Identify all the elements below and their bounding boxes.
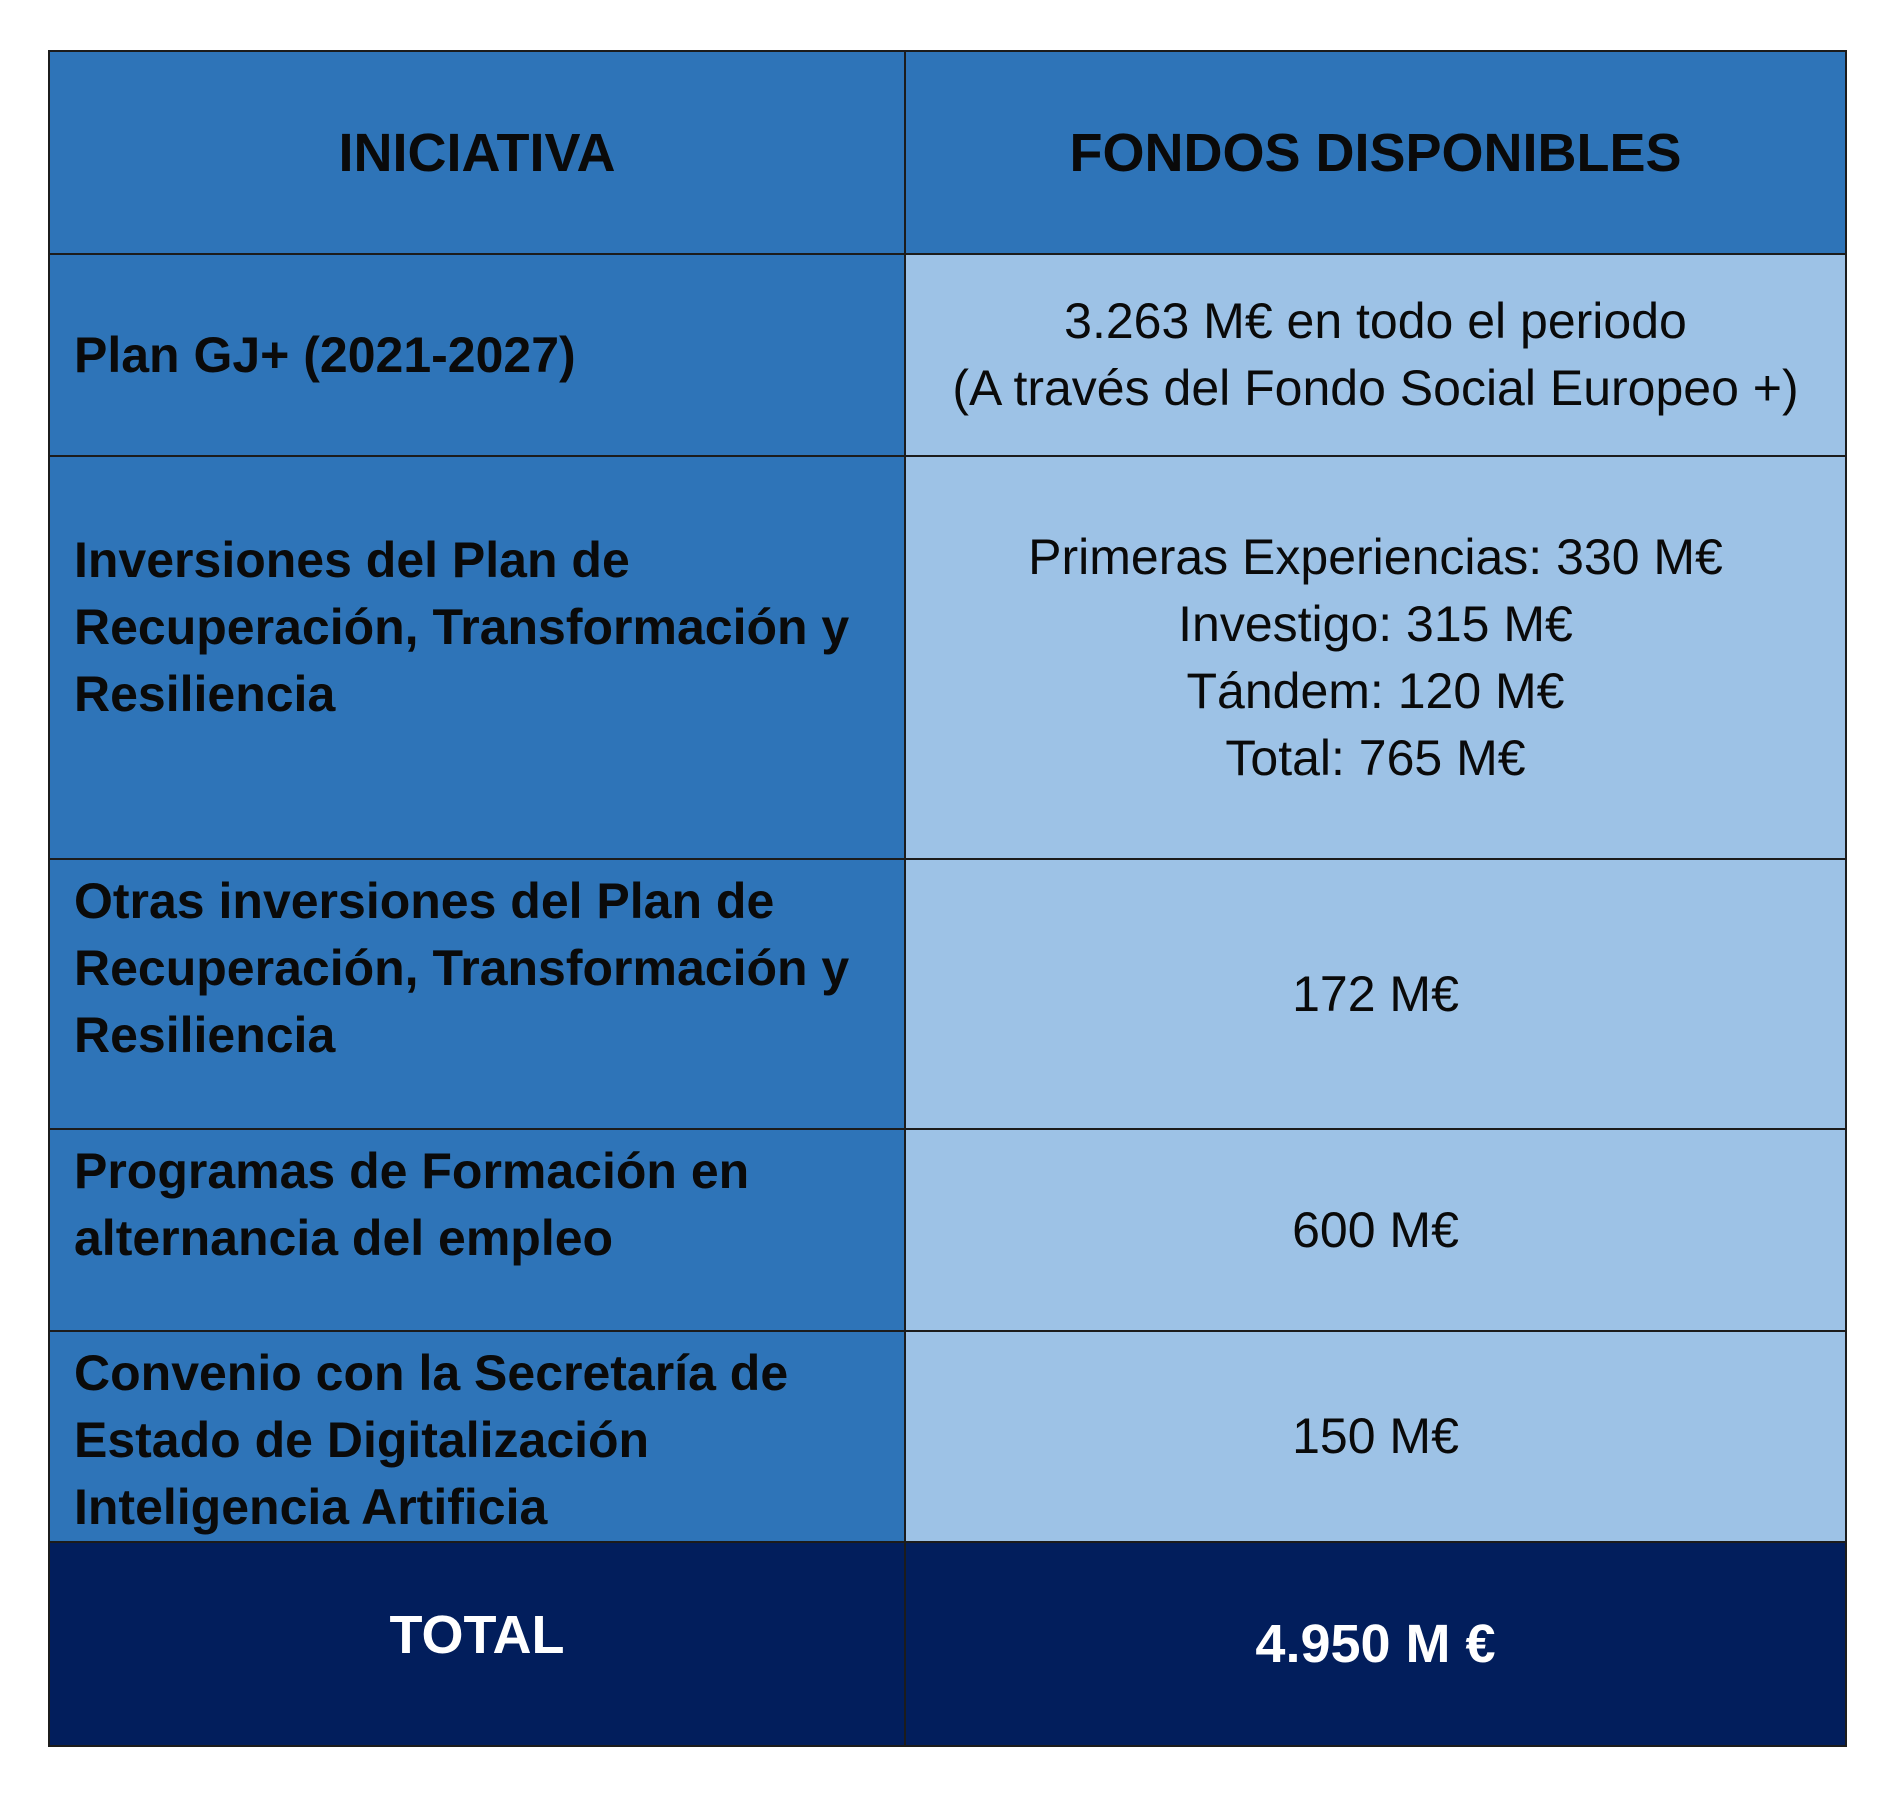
table-row	[49, 859, 1846, 1129]
initiative-cell: Inversiones del Plan de Recuperación, Transformación y Resiliencia	[49, 456, 905, 859]
table-header-row	[49, 51, 1846, 254]
total-label: TOTAL	[49, 1542, 905, 1746]
funds-line: 172 M€	[1292, 965, 1459, 1022]
initiative-cell: Convenio con la Secretaría de Estado de Digitalización Inteligencia Artificia	[49, 1331, 905, 1542]
funds-line: Primeras Experiencias: 330 M€	[1028, 528, 1723, 585]
funds-line: 600 M€	[1292, 1201, 1459, 1258]
funds-table	[48, 50, 1847, 1747]
funds-line: (A través del Fondo Social Europeo +)	[952, 360, 1799, 416]
funds-cell	[905, 456, 1846, 859]
total-value: 4.950 M €	[905, 1542, 1846, 1746]
funds-line: 150 M€	[1292, 1408, 1459, 1464]
header-initiative: INICIATIVA	[49, 51, 905, 254]
header-funds: FONDOS DISPONIBLES	[905, 51, 1846, 254]
funds-cell	[905, 1129, 1846, 1331]
table-row	[49, 456, 1846, 859]
initiative-cell: Plan GJ+ (2021-2027)	[49, 254, 905, 456]
table-row	[49, 1331, 1846, 1542]
table-row	[49, 254, 1846, 456]
funds-cell	[905, 254, 1846, 456]
initiative-cell: Programas de Formación en alternancia del empleo	[49, 1129, 905, 1331]
funds-cell	[905, 1331, 1846, 1542]
table-row	[49, 1129, 1846, 1331]
funds-line: Total: 765 M€	[1225, 729, 1526, 786]
funds-line: 3.263 M€ en todo el periodo	[1064, 293, 1687, 349]
funds-line: Investigo: 315 M€	[1178, 595, 1573, 652]
funds-line: Tándem: 120 M€	[1186, 662, 1565, 719]
funds-cell	[905, 859, 1846, 1129]
total-row	[49, 1542, 1846, 1746]
initiative-cell: Otras inversiones del Plan de Recuperación, Transformación y Resiliencia	[49, 859, 905, 1129]
